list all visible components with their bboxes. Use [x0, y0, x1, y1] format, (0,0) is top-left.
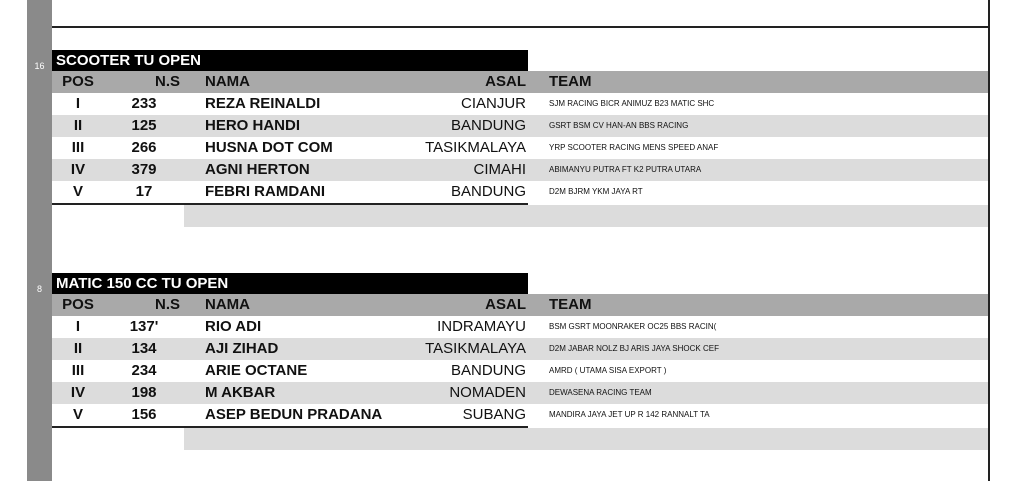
row-number: 16: [34, 61, 45, 71]
table-row: [52, 159, 988, 181]
nama-cell: AJI ZIHAD: [205, 340, 279, 357]
nama-cell: ASEP BEDUN PRADANA: [205, 406, 383, 423]
pos-cell: V: [72, 183, 83, 200]
empty-gray-row: [184, 205, 988, 227]
ns-cell: 234: [131, 362, 157, 379]
ns-cell: 379: [131, 161, 157, 178]
spreadsheet-row-gutter: [27, 0, 52, 481]
table-row: [52, 360, 988, 382]
header-asal: ASAL: [485, 73, 526, 90]
table-row: [52, 338, 988, 360]
pos-cell: I: [75, 95, 81, 112]
header-pos: POS: [62, 73, 94, 90]
nama-cell: AGNI HERTON: [205, 161, 310, 178]
table-row: [52, 382, 988, 404]
pos-cell: II: [73, 117, 83, 134]
asal-cell: BANDUNG: [450, 362, 526, 379]
table-row: [52, 115, 988, 137]
class-title: MATIC 150 CC TU OPEN: [52, 273, 528, 294]
table-header: [52, 71, 988, 93]
team-cell: AMRD ( UTAMA SISA EXPORT ): [549, 366, 667, 375]
team-cell: BSM GSRT MOONRAKER OC25 BBS RACIN(: [549, 322, 717, 331]
table-row: [52, 316, 988, 338]
ns-cell: 233: [131, 95, 157, 112]
table-header: [52, 294, 988, 316]
asal-cell: TASIKMALAYA: [425, 340, 526, 357]
nama-cell: M AKBAR: [205, 384, 276, 401]
header-team: TEAM: [549, 296, 592, 313]
nama-cell: ARIE OCTANE: [205, 362, 308, 379]
asal-cell: NOMADEN: [449, 384, 526, 401]
ns-cell: 134: [131, 340, 157, 357]
table-row: [52, 93, 988, 115]
pos-cell: III: [71, 362, 85, 379]
empty-gray-row: [184, 428, 988, 450]
team-cell: D2M JABAR NOLZ BJ ARIS JAYA SHOCK CEF: [549, 344, 719, 353]
asal-cell: INDRAMAYU: [437, 318, 526, 335]
nama-cell: RIO ADI: [205, 318, 262, 335]
pos-cell: V: [72, 406, 83, 423]
asal-cell: BANDUNG: [450, 183, 526, 200]
row-number: 8: [36, 284, 42, 294]
header-ns: N.S: [154, 73, 180, 90]
header-nama: NAMA: [205, 73, 250, 90]
divider-top: [52, 26, 988, 28]
nama-cell: FEBRI RAMDANI: [205, 183, 325, 200]
pos-cell: IV: [70, 161, 86, 178]
ns-cell: 156: [131, 406, 157, 423]
asal-cell: TASIKMALAYA: [425, 139, 526, 156]
pos-cell: II: [73, 340, 83, 357]
nama-cell: REZA REINALDI: [205, 95, 321, 112]
pos-cell: IV: [70, 384, 86, 401]
asal-cell: CIANJUR: [460, 95, 526, 112]
ns-cell: 266: [131, 139, 157, 156]
asal-cell: CIMAHI: [473, 161, 526, 178]
asal-cell: BANDUNG: [450, 117, 526, 134]
header-ns: N.S: [154, 296, 180, 313]
header-pos: POS: [62, 296, 94, 313]
team-cell: D2M BJRM YKM JAYA RT: [549, 187, 643, 196]
header-asal: ASAL: [485, 296, 526, 313]
pos-cell: I: [75, 318, 81, 335]
team-cell: YRP SCOOTER RACING MENS SPEED ANAF: [549, 143, 719, 152]
team-cell: SJM RACING BICR ANIMUZ B23 MATIC SHC: [549, 99, 715, 108]
class-title: SCOOTER TU OPEN: [52, 50, 528, 71]
header-team: TEAM: [549, 73, 592, 90]
table-row: [52, 137, 988, 159]
ns-cell: 17: [135, 183, 153, 200]
pos-cell: III: [71, 139, 85, 156]
nama-cell: HERO HANDI: [205, 117, 301, 134]
ns-cell: 125: [131, 117, 157, 134]
asal-cell: SUBANG: [462, 406, 526, 423]
team-cell: MANDIRA JAYA JET UP R 142 RANNALT TA: [549, 410, 710, 419]
right-border: [988, 0, 990, 481]
ns-cell: 137': [129, 318, 159, 335]
team-cell: ABIMANYU PUTRA FT K2 PUTRA UTARA: [549, 165, 702, 174]
ns-cell: 198: [131, 384, 157, 401]
team-cell: DEWASENA RACING TEAM: [549, 388, 652, 397]
nama-cell: HUSNA DOT COM: [205, 139, 333, 156]
team-cell: GSRT BSM CV HAN-AN BBS RACING: [549, 121, 689, 130]
table-row: [52, 404, 988, 426]
table-row: [52, 181, 988, 203]
header-nama: NAMA: [205, 296, 250, 313]
